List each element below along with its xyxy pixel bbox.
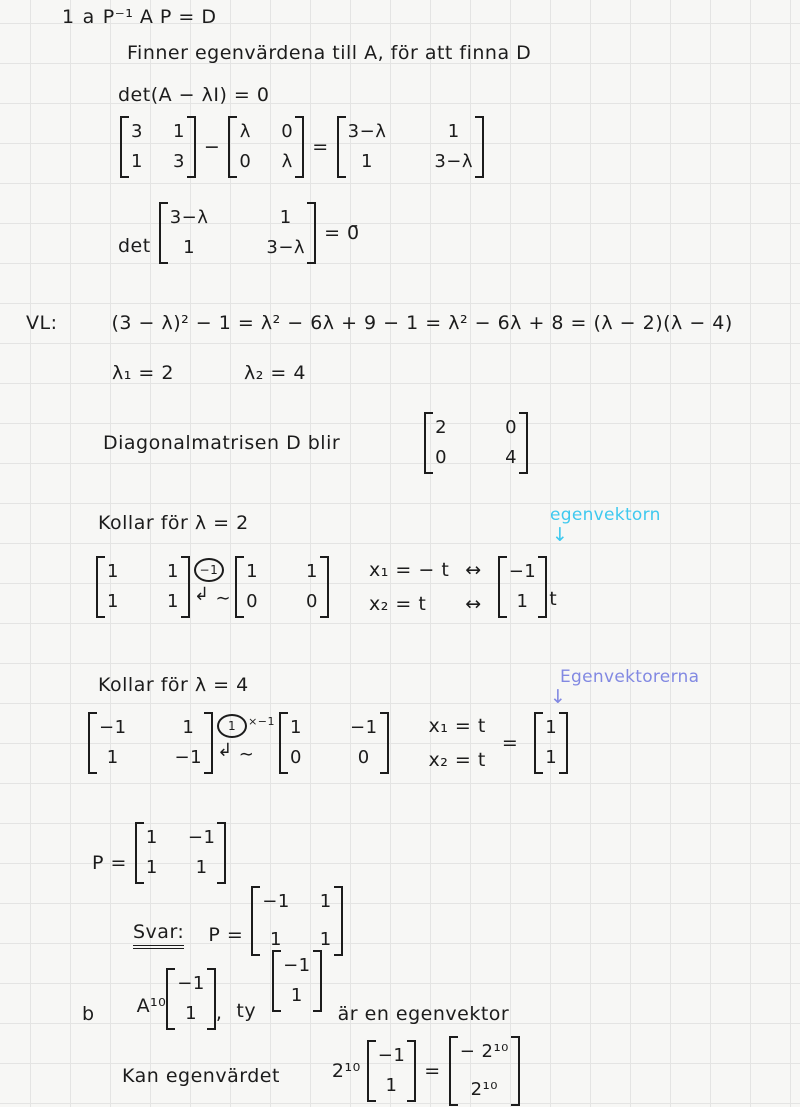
matrix-cell: 3−λ: [266, 237, 306, 258]
check-lambda-4-line: [98, 674, 249, 696]
matrix-cell: 1: [319, 891, 332, 912]
equals-sign: =: [312, 136, 329, 158]
diagonal-matrix-line: [103, 412, 528, 474]
matrix-p: [135, 822, 227, 884]
matrix-cell: −1: [174, 747, 203, 768]
matrix-lambda2-start: [96, 556, 190, 618]
matrix-lambda4-reduced: [279, 712, 389, 774]
matrix-subtraction-line: [120, 116, 484, 178]
vector-operand: [367, 1040, 417, 1102]
matrix-cell: 1: [183, 237, 196, 258]
matrix-cell: 1: [361, 151, 373, 172]
characteristic-equation: [118, 84, 269, 106]
x2-solution: x₂ = t: [369, 593, 427, 615]
matrix-cell: 1: [166, 591, 179, 612]
matrix-cell: 1: [182, 717, 195, 738]
matrix-cell: 2: [435, 417, 448, 438]
row-op-multiplier: ×−1: [248, 715, 276, 728]
eigenvector-statement: är en egenvektor: [337, 1003, 510, 1025]
problem-1a-heading: [62, 6, 217, 28]
matrix-cell: 1: [447, 121, 460, 142]
matrix-cell: 1: [195, 857, 208, 878]
row-reduction-lambda-2: [96, 556, 557, 618]
matrix-cell: λ: [281, 151, 293, 172]
p-label: P =: [92, 852, 127, 874]
left-right-arrow-icon: ↔: [465, 593, 482, 615]
matrix-cell: 1: [306, 561, 318, 582]
matrix-cell: 1: [279, 207, 292, 228]
x1-solution: x₁ = t: [428, 715, 486, 737]
matrix-cell: −1: [283, 955, 311, 976]
matrix-cell: 0: [435, 447, 448, 468]
det-label: det: [118, 235, 151, 257]
vector-operand: [166, 968, 216, 1030]
matrix-cell: 3−λ: [347, 121, 387, 142]
solution-components: [369, 559, 449, 615]
matrix-cell: 0: [290, 747, 302, 768]
matrix-cell: 3−λ: [434, 151, 474, 172]
annotation-egenvektorn: [550, 506, 661, 546]
down-arrow-icon: ↓: [552, 523, 569, 546]
x2-solution: x₂ = t: [428, 749, 486, 771]
row-op-arrow-icon: ↲: [193, 583, 210, 605]
check-lambda-2-text: Kollar för λ = 2: [98, 512, 249, 534]
matrix-cell: 3: [172, 151, 185, 172]
answer-matrix-p: [251, 886, 343, 956]
matrix-cell: 1: [319, 929, 332, 950]
annotation-text: egenvektorn: [550, 505, 661, 525]
matrix-cell: λ: [239, 121, 251, 142]
matrix-cell: 1: [516, 591, 529, 612]
determinant-line: [118, 202, 360, 264]
matrix-cell: −1: [177, 973, 205, 994]
eigenvalues-line: [112, 362, 306, 384]
matrix-cell: 1: [106, 747, 119, 768]
down-arrow-icon: ↓: [550, 685, 567, 708]
matrix-cell: 1: [107, 561, 119, 582]
problem-number: 1: [62, 6, 75, 28]
matrix-cell: 0: [246, 591, 259, 612]
problem-part-b: b: [82, 1003, 95, 1025]
matrix-cell: 1: [107, 591, 119, 612]
matrix-a-minus-lambda: [337, 116, 484, 178]
p-matrix-line: [92, 822, 226, 884]
matrix-lambda2-reduced: [235, 556, 329, 618]
eigenvector-lambda4: [534, 712, 568, 774]
matrix-cell: 3−λ: [169, 207, 209, 228]
matrix-cell: 0: [281, 121, 294, 142]
matrix-lambda4-start: [88, 712, 213, 774]
matrix-cell: 4: [505, 447, 518, 468]
vl-expansion-line: [26, 312, 733, 334]
matrix-cell: 1: [131, 151, 143, 172]
matrix-cell: −1: [508, 561, 537, 582]
eigenvalue-power: 2¹⁰: [331, 1060, 361, 1082]
answer-line: [133, 886, 343, 956]
comma: ,: [215, 1002, 223, 1024]
matrix-cell: 0: [306, 591, 318, 612]
matrix-cell: 1: [545, 747, 558, 768]
heading-equation: P⁻¹ A P = D: [102, 6, 217, 28]
p-label: P =: [208, 924, 244, 946]
det-rhs: = 0̄: [324, 222, 360, 244]
matrix-cell: 1: [145, 857, 158, 878]
lambda1-value: λ₁ = 2: [112, 362, 174, 384]
equals-sign: =: [424, 1060, 441, 1082]
vl-expression: (3 − λ)² − 1 = λ² − 6λ + 9 − 1 = λ² − 6λ + 8 = (λ − 2)(λ − 4): [111, 312, 733, 334]
matrix-cell: 2¹⁰: [470, 1079, 498, 1100]
eigenvector-lambda2: [498, 556, 548, 618]
matrix-cell: 1: [385, 1075, 398, 1096]
x1-solution: x₁ = − t: [369, 559, 450, 581]
matrix-cell: −1: [262, 891, 290, 912]
answer-label: Svar:: [133, 921, 184, 949]
ty-text: ty: [236, 1000, 257, 1022]
left-right-arrow-icon: ↔: [465, 559, 482, 581]
row-operation: [193, 558, 232, 609]
annotation-text: Egenvektorerna: [560, 667, 700, 687]
row-reduction-lambda-4: [88, 712, 568, 774]
row-op-factor: −1: [194, 558, 224, 582]
matrix-cell: −1: [377, 1045, 406, 1066]
check-lambda-2-line: [98, 512, 249, 534]
matrix-cell: 1: [172, 121, 185, 142]
minus-sign: −: [203, 136, 221, 158]
matrix-cell: −1: [187, 827, 216, 848]
note-text: Finner egenvärdena till A, för att finna D: [127, 42, 532, 64]
note-find-eigenvalues: [127, 42, 531, 64]
calculation-prefix: Kan egenvärdet: [122, 1065, 280, 1087]
row-op-row-number: 1: [217, 714, 247, 738]
matrix-cell: 1: [185, 1003, 198, 1024]
lambda2-value: λ₂ = 4: [243, 362, 306, 384]
matrix-cell: 1: [290, 717, 302, 738]
matrix-cell: 1: [246, 561, 259, 582]
matrix-cell: 0: [505, 417, 518, 438]
part-b-calculation-line: [122, 1036, 520, 1106]
check-lambda-4-text: Kollar för λ = 4: [98, 674, 249, 696]
matrix-cell: −1: [349, 717, 378, 738]
matrix-cell: 1: [145, 827, 158, 848]
matrix-cell: 0: [239, 151, 252, 172]
equation-text: det(A − λI) = 0: [118, 84, 270, 106]
equals-sign: =: [501, 732, 519, 754]
matrix-cell: 1: [290, 985, 303, 1006]
row-equivalence-tilde: ∼: [215, 587, 232, 609]
annotation-egenvektorerna: [548, 668, 699, 708]
part-b-line: [82, 955, 510, 1030]
determinant-matrix: [159, 202, 316, 264]
matrix-a: [120, 116, 196, 178]
matrix-cell: 1: [270, 929, 282, 950]
solution-components: [429, 715, 486, 771]
result-vector: [449, 1036, 520, 1106]
vl-label: VL:: [26, 312, 58, 334]
matrix-cell: −1: [99, 717, 127, 738]
row-op-arrow-icon: ↲: [217, 739, 233, 761]
matrix-d: [424, 412, 528, 474]
matrix-cell: − 2¹⁰: [459, 1041, 509, 1062]
row-operation: [217, 714, 276, 765]
eigenvector-reference: [272, 950, 322, 1012]
parameter-t: t: [549, 588, 558, 610]
matrix-lambda-i: [228, 116, 304, 178]
correspondence-arrows: [465, 559, 481, 615]
problem-part-a: a: [82, 6, 95, 28]
a-power-10: A¹⁰: [136, 995, 167, 1017]
diagonal-text: Diagonalmatrisen D blir: [103, 432, 341, 454]
matrix-cell: 1: [545, 717, 558, 738]
matrix-cell: 0: [357, 747, 370, 768]
matrix-cell: 3: [131, 121, 143, 142]
matrix-cell: 1: [166, 561, 179, 582]
row-equivalence-tilde: ∼: [238, 743, 255, 765]
